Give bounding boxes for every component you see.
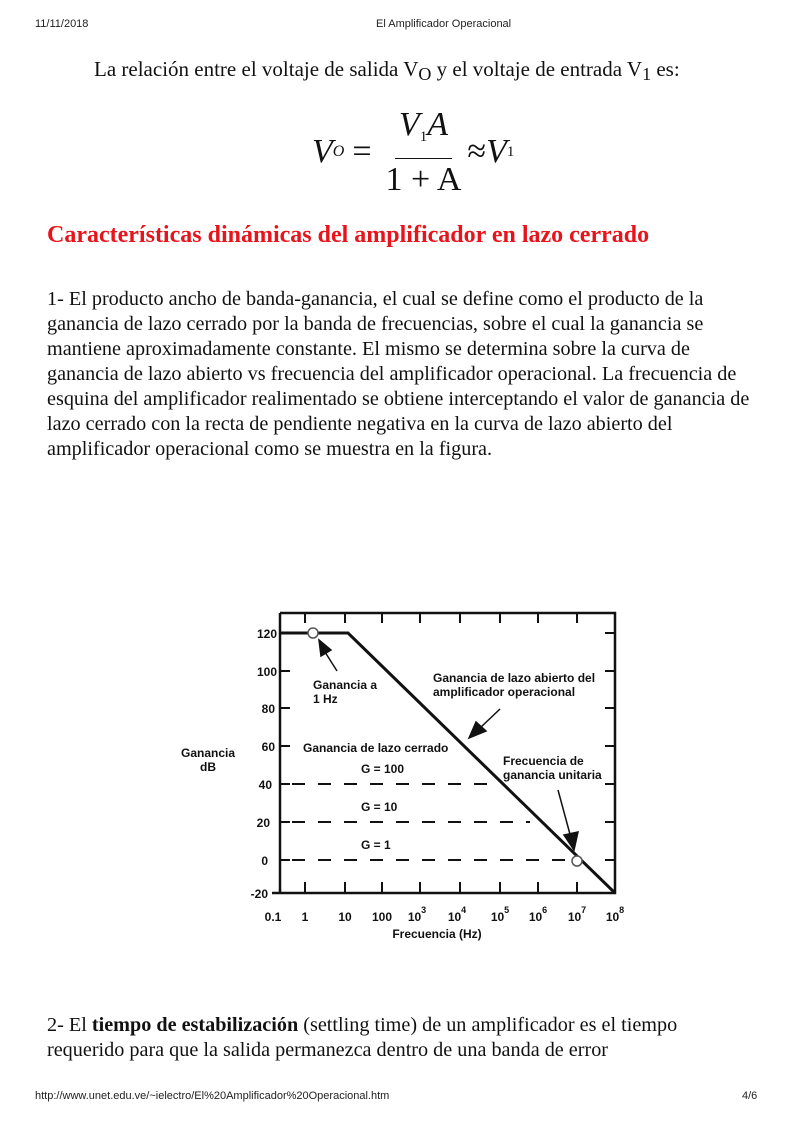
label-g100: G = 100 xyxy=(361,762,405,776)
paragraph-2 xyxy=(47,1013,757,1063)
intro-sub: O xyxy=(418,64,432,84)
y-tick-label: 100 xyxy=(256,665,277,679)
intro-sub: 1 xyxy=(642,64,652,84)
formula-equals: = xyxy=(352,133,372,170)
y-tick-label: 20 xyxy=(256,816,270,830)
y-tick-label: 40 xyxy=(258,778,272,792)
intro-text: es: xyxy=(651,57,680,81)
formula-lhs: V xyxy=(312,133,333,170)
intro-text: y el voltaje de entrada V xyxy=(431,57,643,81)
label-g10: G = 10 xyxy=(361,800,398,814)
formula-rhs-sub: 1 xyxy=(506,143,515,160)
paragraph-2-prefix: 2- El xyxy=(47,1014,92,1036)
num-sub: 1 xyxy=(419,128,428,145)
y-tick-labels xyxy=(251,627,278,901)
page-url: http://www.unet.edu.ve/~ielectro/El%20Amplificador%20Operacional.htm xyxy=(35,1090,390,1102)
print-title: El Amplificador Operacional xyxy=(376,18,512,30)
annotation-open-loop: Ganancia de lazo abierto del xyxy=(433,671,596,685)
annotation-open-loop: amplificador operacional xyxy=(433,685,576,699)
y-axis-label-unit: dB xyxy=(200,760,216,774)
x-tick-label: 100 xyxy=(371,910,393,924)
paragraph-1: 1- El producto ancho de banda-ganancia, el cual se define como el producto de la ganancia de lazo cerrado por la banda de frecuencias, sobre el cual la ganancia se mantiene aproximadamente constante. El mismo se determina sobre la curva de ganancia de lazo abierto vs frecuencia del amplificador operacional. La frecuencia de esquina del amplificador realimentado se obtiene interceptando el valor de ganancia de lazo cerrado con la recta de pendiente negativa en la curva de lazo abierto del amplificador operacional como se muestra en la figura. xyxy=(47,288,750,460)
x-tick-labels xyxy=(265,905,625,924)
y-tick-label: 0 xyxy=(261,854,268,868)
x-tick-label: $10^4$ xyxy=(447,905,467,924)
x-tick-label: 1 xyxy=(301,910,309,924)
closed-loop-lines xyxy=(292,784,570,860)
formula-rhs: V xyxy=(486,133,507,170)
x-tick-label: 10 xyxy=(338,910,352,924)
num-v: V xyxy=(398,105,420,143)
annotation-unity-gain: ganancia unitaria xyxy=(503,768,602,782)
gain-1hz-point xyxy=(308,628,318,638)
label-g1: G = 1 xyxy=(361,838,391,852)
annotation-closed-loop: Ganancia de lazo cerrado xyxy=(303,741,449,755)
y-axis-label: Ganancia xyxy=(180,746,236,760)
y-tick-label: -20 xyxy=(250,887,268,901)
x-tick-label: $10^6$ xyxy=(528,905,548,924)
x-tick-label: $10^7$ xyxy=(567,905,587,924)
x-tick-label: 0.1 xyxy=(264,910,282,924)
settling-time-term: tiempo de estabilización xyxy=(91,1014,299,1036)
y-tick-label: 60 xyxy=(261,740,275,754)
annotation-gain-1hz: 1 Hz xyxy=(313,692,338,706)
print-date: 11/11/2018 xyxy=(35,18,89,30)
x-tick-label: $10^5$ xyxy=(490,905,510,924)
unity-gain-point xyxy=(572,856,582,866)
formula-denominator: 1 + A xyxy=(385,160,462,198)
x-tick-label: $10^3$ xyxy=(407,905,427,924)
page-number: 4/6 xyxy=(742,1090,758,1102)
annotation-unity-gain: Frecuencia de xyxy=(503,754,584,768)
num-a: A xyxy=(427,105,448,143)
formula-approx: ≈ xyxy=(467,133,487,170)
x-tick-label: $10^8$ xyxy=(605,905,625,924)
section-title: Características dinámicas del amplificador en lazo cerrado xyxy=(47,222,650,248)
y-tick-label: 80 xyxy=(261,702,275,716)
formula-lhs-sub: O xyxy=(332,143,345,160)
intro-text: La relación entre el voltaje de salida V xyxy=(94,57,419,81)
y-tick-label: 120 xyxy=(256,627,277,641)
paragraph-2-text: (settling time) de un amplificador es el tiempo requerido para que la salida permanezca dentro de una banda de error xyxy=(47,1014,678,1061)
x-axis-label: Frecuencia (Hz) xyxy=(392,927,482,941)
annotation-gain-1hz: Ganancia a xyxy=(313,678,378,692)
